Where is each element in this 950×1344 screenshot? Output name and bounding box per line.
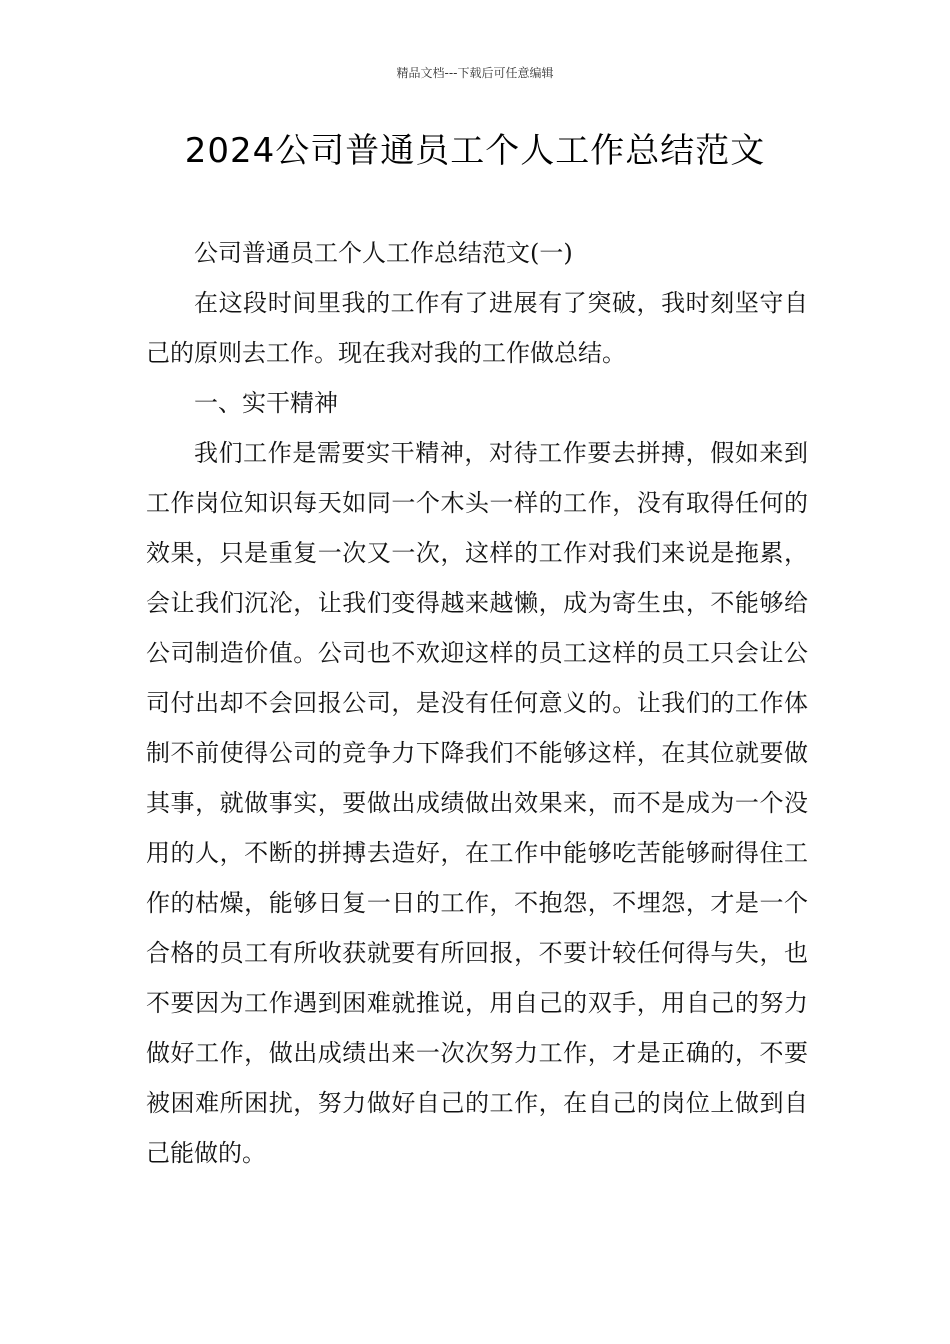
header-note: 精品文档---下载后可任意编辑 (396, 66, 554, 80)
intro-paragraph: 在这段时间里我的工作有了进展有了突破，我时刻坚守自己的原则去工作。现在我对我的工作做总结。 (146, 289, 808, 367)
subsection-heading: 一、实干精神 (194, 389, 338, 417)
section-title: 公司普通员工个人工作总结范文(一) (194, 239, 573, 267)
document-title: 2024公司普通员工个人工作总结范文 (184, 131, 766, 171)
body-paragraph: 我们工作是需要实干精神，对待工作要去拼搏，假如来到工作岗位知识每天如同一个木头一样的工作，没有取得任何的效果，只是重复一次又一次，这样的工作对我们来说是拖累，会让我们沉沦，让我们变得越来越懒，成为寄生虫，不能够给公司制造价值。公司也不欢迎这样的员工这样的员工只会让公司付出却不会回报公司，是没有任何意义的。让我们的工作体制不前使得公司的竞争力下降我们不能够这样，在其位就要做其事，就做事实，要做出成绩做出效果来，而不是成为一个没用的人，不断的拼搏去造好，在工作中能够吃苦能够耐得住工作的枯燥，能够日复一日的工作，不抱怨，不埋怨，才是一个合格的员工有所收获就要有所回报，不要计较任何得与失，也不要因为工作遇到困难就推说，用自己的双手，用自己的努力做好工作，做出成绩出来一次次努力工作，才是正确的，不要被困难所困扰，努力做好自己的工作，在自己的岗位上做到自己能做的。 (146, 439, 808, 1167)
document-body (146, 228, 808, 1178)
